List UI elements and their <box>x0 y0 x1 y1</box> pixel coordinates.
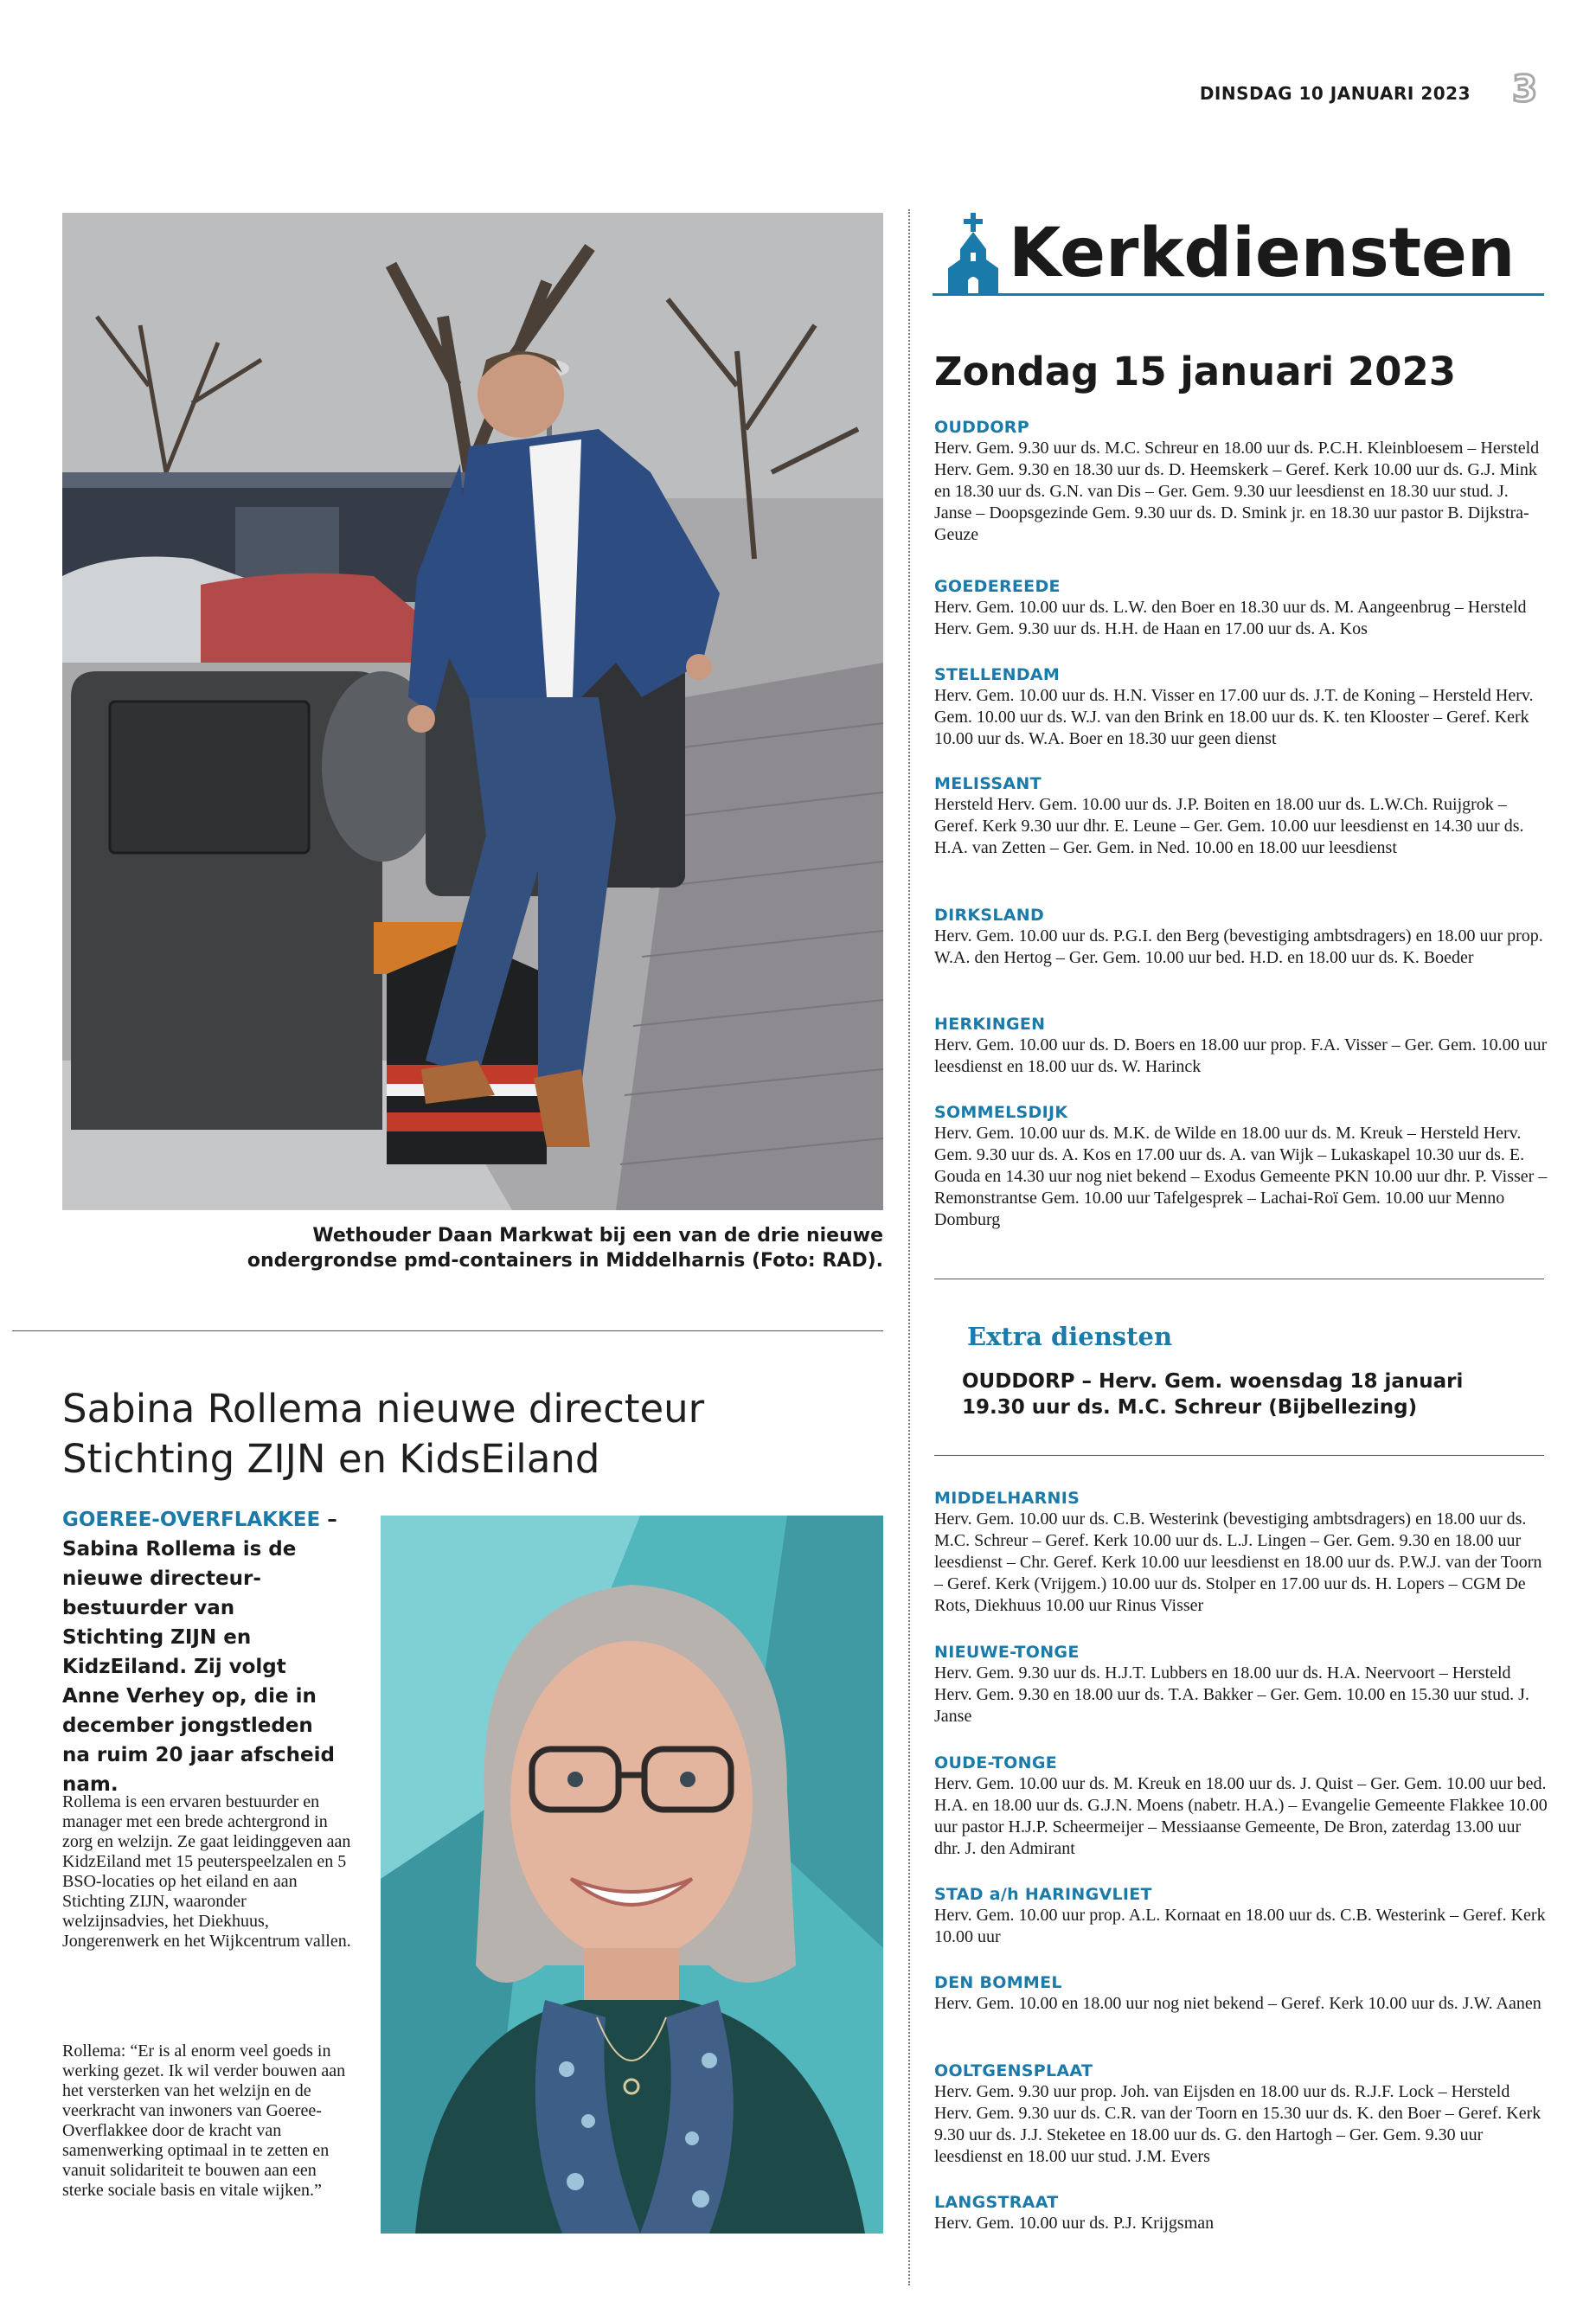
list-item <box>934 2192 1548 2234</box>
church-place: DIRKSLAND <box>934 906 1045 925</box>
church-services: Herv. Gem. 10.00 uur ds. H.N. Visser en 17.00 uur ds. J.T. de Koning – Hersteld Herv. Gem. 10.00 uur ds. W.J. van den Brink en 18.00 uur ds. K. ten Klooster – Geref. Kerk 10.00 uur ds. W.A. Boer en 18.30 uur geen dienst <box>934 686 1534 748</box>
section-title: Kerkdiensten <box>1009 215 1516 292</box>
church-place: OUDDORP <box>934 418 1029 437</box>
church-services: Herv. Gem. 9.30 uur ds. M.C. Schreur en 18.00 uur ds. P.C.H. Kleinbloesem – Hersteld Herv. Gem. 9.30 en 18.30 uur ds. D. Heemskerk – Geref. Kerk 10.00 uur ds. G.J. Mink en 18.30 uur ds. G.N. van Dis – Ger. Gem. 9.30 uur leesdienst en 18.30 uur stud. J. Janse – Doopsgezinde Gem. 9.30 uur ds. D. Smink jr. en 18.30 uur pastor B. Dijkstra-Geuze <box>934 439 1540 544</box>
column-divider <box>908 209 910 2285</box>
church-icon <box>946 211 1000 294</box>
church-place: LANGSTRAAT <box>934 2193 1059 2212</box>
photo-caption <box>62 1223 883 1273</box>
church-place: OOLTGENSPLAAT <box>934 2061 1093 2080</box>
headline-line: Stichting ZIJN en KidsEiland <box>62 1436 600 1482</box>
church-services: Herv. Gem. 10.00 uur ds. P.G.I. den Berg (bevestiging ambtsdragers) en 18.00 uur prop. W.A. den Hertog – Ger. Gem. 10.00 uur bed. H.D. en 18.00 uur ds. K. Boeder <box>934 926 1543 967</box>
church-services: Herv. Gem. 10.00 uur ds. M. Kreuk en 18.00 uur ds. J. Quist – Ger. Gem. 10.00 uur bed. H.A. en 18.00 uur ds. G.J.N. Moens (nabetr. H.A.) – Evangelie Gemeente Flakkee 10.00 uur pastor H.J.P. Scheermeijer – Messiaanse Gemeente, De Bron, zaterdag 13.00 uur dhr. J. den Admirant <box>934 1774 1548 1858</box>
church-services: Herv. Gem. 10.00 uur ds. L.W. den Boer en 18.30 uur ds. M. Aangeenbrug – Hersteld Herv. Gem. 9.30 uur ds. H.H. de Haan en 17.00 uur ds. A. Kos <box>934 598 1527 638</box>
church-services: Herv. Gem. 10.00 uur ds. C.B. Westerink (bevestiging ambtsdragers) en 18.00 uur ds. M.C. Schreur – Geref. Kerk 10.00 uur ds. L.J. Lingen – Ger. Gem. 9.30 en 18.00 uur leesdienst – Chr. Geref. Kerk 10.00 uur leesdienst en 18.00 uur ds. P.W.J. van der Toorn – Geref. Kerk (Vrijgem.) 10.00 uur ds. Stolper en 17.00 uur ds. H. Lopers – CGM De Rots, Diekhuus 10.00 uur Rinus Visser <box>934 1509 1542 1615</box>
title-underline <box>933 293 1544 296</box>
list-item <box>934 905 1548 969</box>
church-place: MIDDELHARNIS <box>934 1489 1080 1508</box>
church-services: Herv. Gem. 9.30 uur prop. Joh. van Eijsden en 18.00 uur ds. R.J.F. Lock – Hersteld Herv. Gem. 9.30 uur ds. C.R. van der Toorn en 15.30 uur ds. K. den Boer – Geref. Kerk 9.30 uur ds. J.J. Steketee en 18.00 uur ds. G. den Hartogh – Ger. Gem. 9.30 uur leesdienst en 18.00 uur stud. J.M. Evers <box>934 2082 1542 2166</box>
photo-pmd-containers <box>62 213 883 1210</box>
list-item <box>934 664 1548 750</box>
photo-portrait-rollema <box>381 1516 883 2234</box>
list-item <box>934 1753 1548 1860</box>
church-place: STAD a/h HARINGVLIET <box>934 1885 1152 1904</box>
church-place: NIEUWE-TONGE <box>934 1643 1080 1662</box>
list-item <box>934 773 1548 859</box>
church-services: Herv. Gem. 10.00 uur prop. A.L. Kornaat en 18.00 uur ds. C.B. Westerink – Geref. Kerk 10.00 uur <box>934 1906 1546 1946</box>
page-number: 3 <box>1512 67 1538 110</box>
church-services: Herv. Gem. 10.00 en 18.00 uur nog niet bekend – Geref. Kerk 10.00 uur ds. J.W. Aanen <box>934 1994 1542 2013</box>
church-place: SOMMELSDIJK <box>934 1103 1068 1122</box>
lead-text: – Sabina Rollema is de nieuwe directeur-bestuurder van Stichting ZIJN en KidzEiland. Zij volgt Anne Verhey op, die in december jongstleden na ruim 20 jaar afscheid nam. <box>62 1509 337 1796</box>
church-place: STELLENDAM <box>934 665 1061 684</box>
caption-line: Wethouder Daan Markwat bij een van de drie nieuwe <box>312 1225 883 1247</box>
list-item <box>934 1014 1548 1078</box>
church-place: HERKINGEN <box>934 1015 1046 1034</box>
list-item <box>934 1884 1548 1948</box>
section-divider <box>12 1330 883 1331</box>
church-services: Herv. Gem. 10.00 uur ds. P.J. Krijgsman <box>934 2214 1215 2233</box>
church-services: Herv. Gem. 9.30 uur ds. H.J.T. Lubbers en 18.00 uur ds. H.A. Neervoort – Hersteld Herv. Gem. 9.30 en 18.00 uur ds. T.A. Bakker – Ger. Gem. 10.00 en 15.30 uur stud. J. Janse <box>934 1663 1529 1726</box>
caption-line: ondergrondse pmd-containers in Middelharnis (Foto: RAD). <box>247 1250 883 1272</box>
church-place: MELISSANT <box>934 774 1042 793</box>
list-item <box>934 2061 1548 2168</box>
list-item <box>934 576 1548 640</box>
extra-services-text: OUDDORP – Herv. Gem. woensdag 18 januari 19.30 uur ds. M.C. Schreur (Bijbellezing) <box>962 1370 1464 1419</box>
church-services: Herv. Gem. 10.00 uur ds. M.K. de Wilde en 18.00 uur ds. M. Kreuk – Hersteld Herv. Gem. 9.30 uur ds. A. Kos en 17.00 uur ds. A. van Wijk – Lukaskapel 10.30 uur ds. E. Gouda en 14.30 uur nog niet bekend – Exodus Gemeente PKN 10.00 uur dhr. P. Visser – Remonstrantse Gem. 10.00 uur Tafelgesprek – Lachai-Roï Gem. 10.00 uur Menno Domburg <box>934 1124 1548 1229</box>
service-date: Zondag 15 januari 2023 <box>934 349 1457 394</box>
article-paragraph: Rollema is een ervaren bestuurder en manager met een brede achtergrond in zorg en welzijn. Ze gaat leidinggeven aan KidzEiland met 15 peuterspeelzalen en 5 BSO-locaties op het eiland en aan Stichting ZIJN, waaronder welzijnsadvies, het Diekhuus, Jongerenwerk en het Wijkcentrum vallen. <box>62 1792 351 1951</box>
church-place: GOEDEREEDE <box>934 577 1061 596</box>
article-headline <box>62 1384 875 1484</box>
article-lead <box>62 1505 339 1799</box>
list-item <box>934 1972 1548 2015</box>
headline-line: Sabina Rollema nieuwe directeur <box>62 1386 705 1432</box>
church-services: Herv. Gem. 10.00 uur ds. D. Boers en 18.00 uur prop. F.A. Visser – Ger. Gem. 10.00 uur leesdienst en 18.00 uur ds. W. Harinck <box>934 1035 1548 1076</box>
lead-dateline: GOEREE-OVERFLAKKEE <box>62 1509 321 1531</box>
section-divider <box>934 1455 1544 1456</box>
list-item <box>934 1642 1548 1727</box>
extra-services-title: Extra diensten <box>967 1322 1173 1351</box>
church-place: DEN BOMMEL <box>934 1973 1062 1992</box>
list-item <box>934 1102 1548 1231</box>
list-item <box>934 1488 1548 1617</box>
church-services: Hersteld Herv. Gem. 10.00 uur ds. J.P. Boiten en 18.00 uur ds. L.W.Ch. Ruijgrok – Geref. Kerk 9.30 uur dhr. E. Leune – Ger. Gem. 10.00 uur leesdienst en 14.30 uur ds. H.A. van Zetten – Ger. Gem. in Ned. 10.00 en 18.00 uur leesdienst <box>934 795 1524 857</box>
church-place: OUDE-TONGE <box>934 1753 1058 1772</box>
list-item <box>934 417 1548 546</box>
article-paragraph: Rollema: “Er is al enorm veel goeds in werking gezet. Ik wil verder bouwen aan het versterken van het welzijn en de veerkracht van inwoners van Goeree-Overflakkee door de kracht van samenwerking optimaal in te zetten en vanuit solidariteit te bouwen aan een sterke sociale basis en vitale wijken.” <box>62 2041 346 2200</box>
issue-date: DINSDAG 10 JANUARI 2023 <box>1199 83 1471 104</box>
